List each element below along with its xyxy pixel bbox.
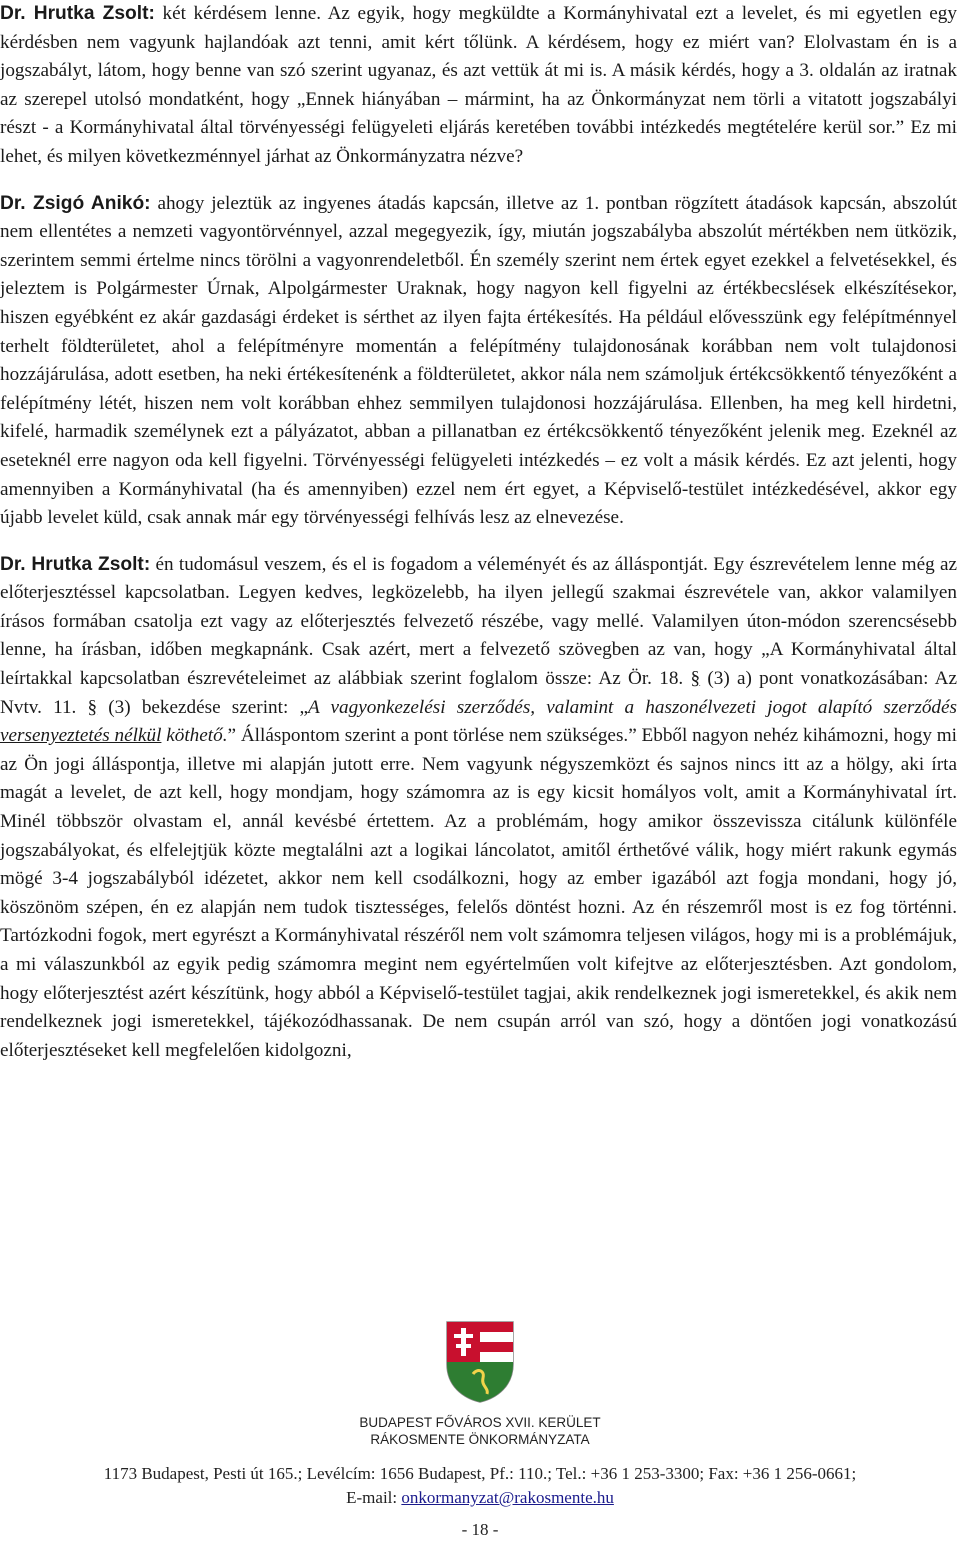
org-line-2: RÁKOSMENTE ÖNKORMÁNYZATA xyxy=(370,1432,590,1447)
text-run: köthető. xyxy=(161,725,228,747)
text-run: (3) bekezdése szerint: „ xyxy=(97,696,308,718)
speaker-name: Dr. Hrutka Zsolt: xyxy=(0,3,155,24)
text-run: ” Álláspontom szerint a pont törlése nem szükséges.” Ebből nagyon nehéz kihámozni, hogy mi az Ön jogi álláspontja, illetve mi alapján jutott erre. Nem vagyunk négyszemközt és sajnos nincs itt az a hölgy, aki írta magát a levelet, de azt kell, hogy mondjam, hogy számomra az is egy kicsit homályos volt, amit a Kormányhivatal írt. Minél többször olvastam el, annál kevésbé értettem. Az a problémám, hogy amikor összevissza citálunk különféle jogszabályokat, és elfelejtjük közte megtalálni azt a logikai láncolatot, amitől érthetővé válik, hogy miért rakunk egymás mögé 3-4 jogszabályból idézetet, akkor nem kell csodálkozni, hogy az ember igazából azt fogja mondani, hogy jó, köszönöm szépen, én ez alapján nem tudok tisztességes, felelős döntést hozni. Az én részemről most is ez fog történni. Tartózkodni fogok, mert egyrészt a Kormányhivatal részéről nem volt számomra teljesen világos, hogy mi is a problémájuk, a mi válaszunkból az egyik pedig számomra megint nem egyértelműen volt kifejtve az előterjesztésben. Azt gondolom, hogy előterjesztést azért készítünk, hogy abból a Képviselő-testület tagjai, akik rendelkeznek jogi ismeretekkel, és akik nem rendelkeznek jogi ismeretekkel, tájékozódhassanak. De nem csupán arról van szó, hogy a döntően jogi vonatkozású előterjesztéseket kell megfelelően kidolgozni, xyxy=(0,725,957,1061)
speaker-paragraph xyxy=(0,0,957,172)
text-run: (3) a) pont vonatkozásában: Az Nvtv. 11. xyxy=(0,668,958,718)
page-footer xyxy=(0,1318,960,1540)
speaker-paragraph xyxy=(0,551,957,1066)
text-run: § xyxy=(690,668,701,690)
organization-name xyxy=(0,1414,960,1448)
text-run: A vagyonkezelési szerződés, valamint a haszonélvezeti jogot alapító szerződés xyxy=(307,696,957,718)
coat-of-arms-icon xyxy=(443,1318,517,1404)
email-label: E-mail: xyxy=(346,1488,402,1507)
contact-info xyxy=(0,1462,960,1510)
speaker-name: Dr. Zsigó Anikó: xyxy=(0,192,151,214)
address-line: 1173 Budapest, Pesti út 165.; Levélcím: 1656 Budapest, Pf.: 110.; Tel.: +36 1 253-3300; Fax: +36 1 256-0661; xyxy=(103,1464,857,1483)
text-run: én tudomásul veszem, és el is fogadom a véleményét és az álláspontját. Egy észrevételem lenne még az előterjesztéssel kapcsolatban. Legyen kedves, legközelebb, ha ilyen jellegű szakmai észrevétele van, akkor valamilyen írásos formában csatolja ezt vagy az előterjesztés felvezető részébe, vagy mellé. Valamilyen úton-módon szerencsésebb lenne, ha írásban, időben megkapnánk. Csak azért, mert a felvezető szövegben az van, hogy „A Kormányhivatal által leírtakkal kapcsolatban észrevételeimet az alábbiak szerint foglalom össze: Az Ör. 18. xyxy=(0,553,957,690)
speaker-paragraph xyxy=(0,190,957,533)
org-line-1: BUDAPEST FŐVÁROS XVII. KERÜLET xyxy=(359,1415,601,1430)
speaker-name: Dr. Hrutka Zsolt: xyxy=(0,553,151,575)
text-run: § xyxy=(87,696,98,718)
text-run: két kérdésem lenne. Az egyik, hogy megküldte a Kormányhivatal ezt a levelet, és mi egyetlen egy kérdésben nem vagyunk hajlandóak azt tenni, amit kért tőlünk. A kérdésem, hogy ez miért van? Elolvastam én is a jogszabályt, látom, hogy benne van szó szerint ugyanaz, és azt vettük át mi is. A másik kérdés, hogy a 3. oldalán az iratnak az szerepel utolsó mondatként, hogy „Ennek hiányában – mármint, ha az Önkormányzat nem törli a vitatott jogszabályi részt - a Kormányhivatal által törvényességi felügyeleti eljárás keretében további intézkedés megtételére kerül sor.” Ez mi lehet, és milyen következménnyel járhat az Önkormányzatra nézve? xyxy=(0,3,957,167)
page-number: - 18 - xyxy=(461,1520,499,1539)
text-run: versenyeztetés nélkül xyxy=(0,725,162,747)
text-run: ahogy jeleztük az ingyenes átadás kapcsán, illetve az 1. pontban rögzített átadások kapcsán, abszolút nem ellentétes a nemzeti vagyontörvénnyel, azzal megegyezik, így, miután jogszabályba abszolút mértékben nem ütközik, szerintem semmi értelme nincs törölni a vagyonrendeletből. Én személy szerint nem értek egyet ezekkel a felvetésekkel, és jeleztem is Polgármester Úrnak, Alpolgármester Uraknak, hogy nagyon kell figyelni az értékbecslések elkészítésekor, hiszen egyébként ez akár gazdasági érdeket is sérthet az ilyen fajta értékesítés. Ha például elővesszünk egy felépítménnyel terhelt földterületet, ahol a felépítményre momentán a felépítmény tulajdonosának korábban nem volt tulajdonosi hozzájárulása, adott esetben, ha neki értékesítenénk a földterületet, akkor nála nem számoljuk értékcsökkentő tényezőként a felépítmény létét, hiszen nem volt korábban ehhez semmilyen tulajdonosi hozzájárulása. Ellenben, ha meg kell hirdetni, kifelé, harmadik személynek ezt a pályázatot, abban a pillanatban ez értékcsökkentő tényezőként jelenik meg. Ezeknél az eseteknél erre nagyon oda kell figyelni. Törvényességi felügyeleti intézkedés – ez volt a másik kérdés. Ez azt jelenti, hogy amennyiben a Kormányhivatal (ha és amennyiben) ezzel nem ért egyet, a Képviselő-testület intézkedésével, akkor egy újabb levelet küld, csak annak már egy törvényességi felhívás lesz az elnevezése. xyxy=(0,192,957,529)
email-line xyxy=(0,1486,960,1510)
email-link[interactable]: onkormanyzat@rakosmente.hu xyxy=(401,1488,614,1507)
